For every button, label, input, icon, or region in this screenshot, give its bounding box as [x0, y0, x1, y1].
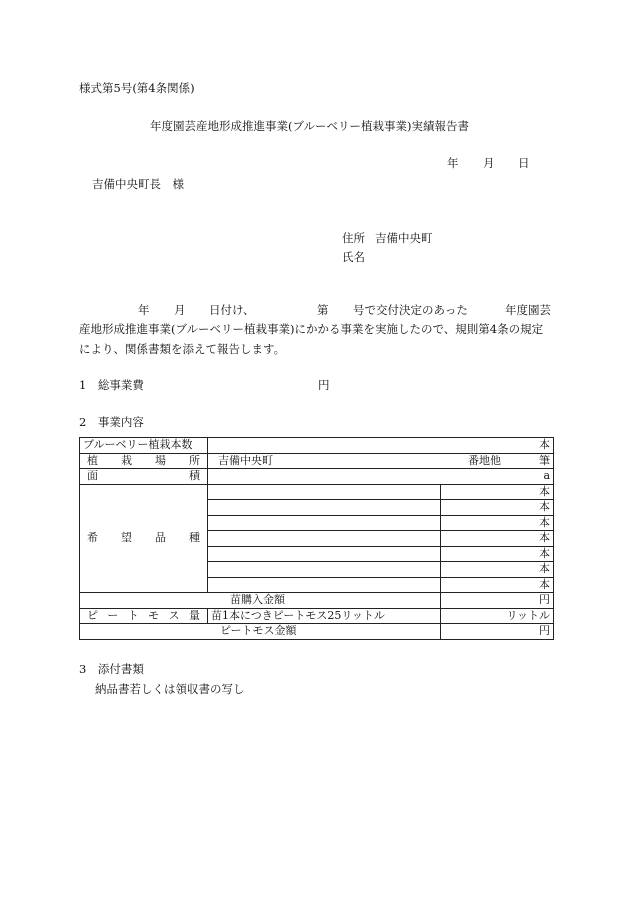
document-title: 年度園芸産地形成推進事業(ブルーベリー植栽事業)実績報告書 [150, 119, 470, 133]
body-line1-end: 年度園芸 [505, 303, 551, 317]
variety-count-unit: 本 [441, 515, 554, 531]
variety-count-unit: 本 [441, 500, 554, 516]
table-row [80, 484, 554, 500]
date-day: 日 [518, 156, 530, 170]
seedling-amount-unit: 円 [441, 593, 554, 609]
body-line-1 [0, 305, 630, 319]
table-row [80, 624, 554, 640]
date-year: 年 [447, 156, 459, 170]
peat-amount-unit: 円 [441, 624, 554, 640]
table-row [80, 453, 554, 469]
section2-label: 2 事業内容 [79, 415, 144, 429]
body-day: 日付け、 [209, 303, 255, 317]
table-row [80, 469, 554, 485]
form-number: 様式第5号(第4条関係) [79, 81, 195, 95]
body-go: 号で交付決定のあった [353, 303, 468, 317]
variety-name-cell [208, 484, 441, 500]
area-label: 面 積 [80, 469, 208, 485]
table-row [80, 438, 554, 454]
date-month: 月 [483, 156, 495, 170]
body-line-3: により、関係書類を添えて報告します。 [79, 342, 286, 356]
address-label: 住所 [342, 231, 365, 245]
variety-name-cell [208, 546, 441, 562]
peat-value: 苗1本につきピートモス25リットル [208, 608, 441, 624]
variety-count-unit: 本 [441, 577, 554, 593]
variety-count-unit: 本 [441, 546, 554, 562]
peat-amount-label: ピートモス金額 [80, 624, 441, 640]
body-year: 年 [138, 303, 150, 317]
date-line [447, 156, 530, 170]
planting-count-label: ブルーベリー植栽本数 [80, 438, 208, 454]
peat-label: ピ ー ト モ ス 量 [80, 608, 208, 624]
area-unit: a [208, 469, 554, 485]
seedling-amount-label: 苗購入金額 [80, 593, 441, 609]
variety-name-cell [208, 500, 441, 516]
addressee: 吉備中央町長 様 [92, 177, 184, 191]
address-value: 吉備中央町 [375, 231, 433, 245]
planting-count-unit: 本 [208, 438, 554, 454]
table-row [80, 593, 554, 609]
peat-unit: リットル [441, 608, 554, 624]
variety-name-cell [208, 515, 441, 531]
section3-label: 3 添付書類 [79, 662, 144, 676]
variety-name-cell [208, 577, 441, 593]
section1-label: 1 総事業費 [79, 378, 144, 392]
body-line-2: 産地形成推進事業(ブルーベリー植栽事業)にかかる事業を実施したので、規則第4条の規定 [79, 322, 544, 336]
variety-count-unit: 本 [441, 531, 554, 547]
variety-name-cell [208, 531, 441, 547]
applicant-name-label: 氏名 [342, 250, 365, 264]
applicant-address [342, 233, 433, 245]
table-row [80, 608, 554, 624]
body-month: 月 [174, 303, 186, 317]
planting-place-value: 吉備中央町 番地他 筆 [208, 453, 554, 469]
variety-label: 希 望 品 種 [80, 484, 208, 593]
variety-count-unit: 本 [441, 562, 554, 578]
project-details-table [79, 437, 554, 640]
planting-place-label: 植 栽 場 所 [80, 453, 208, 469]
body-dai: 第 [317, 303, 329, 317]
section1-unit: 円 [318, 378, 330, 392]
variety-name-cell [208, 562, 441, 578]
attachment-item: 納品書若しくは領収書の写し [95, 682, 245, 696]
variety-count-unit: 本 [441, 484, 554, 500]
